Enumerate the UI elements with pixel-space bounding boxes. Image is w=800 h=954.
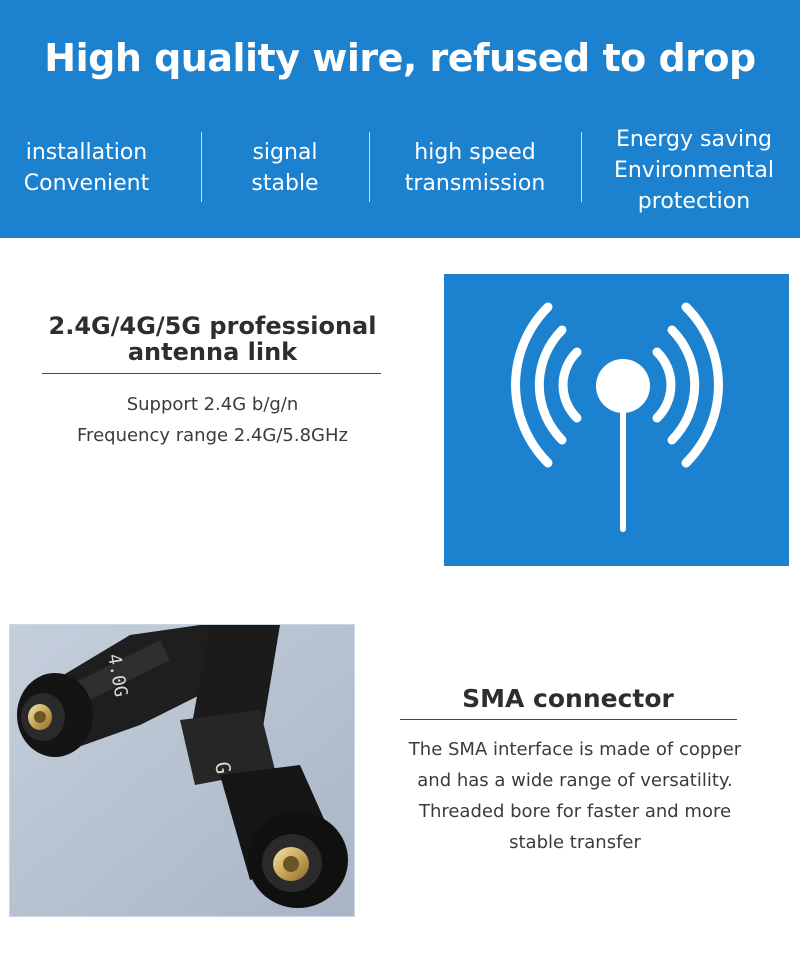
antenna-photo-illustration [10, 625, 354, 916]
signal-icon-panel [444, 274, 789, 566]
antenna-label-left: 4.0G [103, 652, 132, 699]
sma-divider [400, 719, 737, 720]
spec-divider [42, 373, 381, 374]
antenna-label-right: G [210, 759, 236, 776]
antenna-spec-description: Support 2.4G b/g/n Frequency range 2.4G/5.8GHz [77, 394, 348, 446]
feature-energy-saving: Energy saving Environmental protection [613, 127, 775, 214]
feature-divider [581, 132, 582, 202]
sma-connector-description: The SMA interface is made of copper and has a wide range of versatility. Threaded bore for faster and more stable transfer [408, 739, 742, 853]
sma-connector-title: SMA connector [462, 684, 674, 713]
wireless-signal-icon [444, 274, 789, 566]
feature-divider [369, 132, 370, 202]
feature-divider [201, 132, 202, 202]
sma-connector-photo [9, 624, 355, 917]
feature-high-speed: high speed transmission [404, 140, 546, 196]
banner-title: High quality wire, refused to drop [44, 36, 756, 80]
feature-signal: signal stable [251, 140, 319, 196]
feature-installation: installation Convenient [23, 140, 150, 196]
feature-banner [0, 0, 800, 238]
antenna-spec-title: 2.4G/4G/5G professional antenna link [48, 312, 377, 366]
